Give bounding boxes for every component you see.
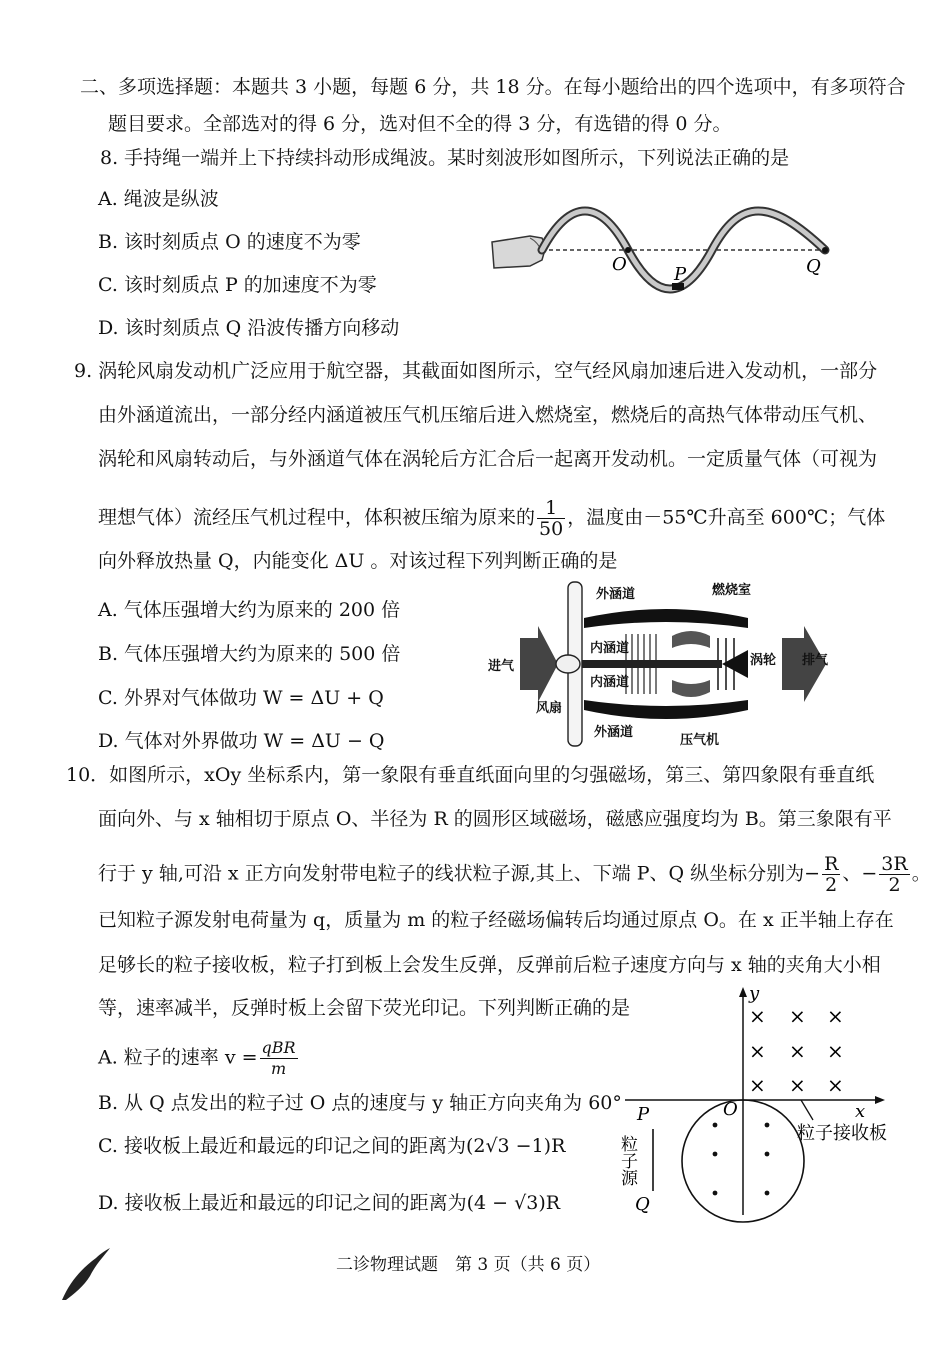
label-exhaust: 排气 xyxy=(802,653,829,668)
q10-stem-line5: 足够长的粒子接收板，粒子打到板上会发生反弹，反弹前后粒子速度方向与 x 轴的夹角大小相 xyxy=(98,954,881,976)
q10-stem-line3 xyxy=(98,854,931,895)
label-q: Q xyxy=(806,256,821,277)
label-p: P xyxy=(637,1104,650,1125)
engine-shaft xyxy=(582,660,722,668)
q10-option-a-text: A. 粒子的速率 v = xyxy=(98,1046,258,1069)
turbofan-engine-figure xyxy=(486,578,842,754)
dot-mark xyxy=(713,1152,718,1157)
label-y: y xyxy=(749,983,760,1004)
label-o: O xyxy=(612,254,627,275)
label-particle-source: 粒子源 xyxy=(617,1135,637,1186)
section-heading-line2: 题目要求。全部选对的得 6 分，选对但不全的得 3 分，有选错的得 0 分。 xyxy=(108,113,732,135)
label-origin: O xyxy=(723,1099,738,1120)
label-inner-duct-top: 内涵道 xyxy=(590,641,630,656)
fraction-denominator: 2 xyxy=(888,874,901,896)
point-q-marker xyxy=(822,247,828,253)
label-p: P xyxy=(674,264,687,285)
q10-stem3-start: 行于 y 轴,可沿 x 正方向发射带电粒子的线状粒子源,其上、下端 P、Q 纵坐标分别为− xyxy=(98,862,821,885)
fraction-numerator: 3R xyxy=(881,853,908,875)
q9-option-b: B. 气体压强增大约为原来的 500 倍 xyxy=(98,643,401,665)
cross-mark: × xyxy=(827,1039,844,1063)
label-turbine: 涡轮 xyxy=(750,653,777,668)
q9-stem4-start: 理想气体）流经压气机过程中，体积被压缩为原来的 xyxy=(98,506,536,529)
label-outer-duct-top: 外涵道 xyxy=(596,587,636,602)
label-inner-duct-bottom: 内涵道 xyxy=(590,675,630,690)
page-footer: 二诊物理试题 第 3 页（共 6 页） xyxy=(336,1255,601,1275)
q9-stem4-end: ，温度由－55℃升高至 600℃；气体 xyxy=(567,506,886,529)
q8-option-b: B. 该时刻质点 O 的速度不为零 xyxy=(98,231,361,253)
fraction-1-50 xyxy=(537,498,565,539)
fraction-denominator: m xyxy=(270,1059,287,1078)
fraction-numerator: R xyxy=(824,853,839,875)
q9-option-c: C. 外界对气体做功 W = ΔU + Q xyxy=(98,687,384,709)
q9-stem-line4 xyxy=(98,498,885,539)
plate-pointer xyxy=(801,1100,813,1120)
label-receiving-plate: 粒子接收板 xyxy=(797,1123,887,1144)
label-q: Q xyxy=(635,1194,650,1215)
q9-option-a: A. 气体压强增大约为原来的 200 倍 xyxy=(98,599,401,621)
lower-nacelle xyxy=(584,700,748,719)
corner-ink-mark xyxy=(56,1242,116,1302)
label-fan: 风扇 xyxy=(536,701,563,716)
label-combustor: 燃烧室 xyxy=(712,583,752,598)
label-compressor: 压气机 xyxy=(680,733,720,748)
q10-stem-line1: 10．如图所示，xOy 坐标系内，第一象限有垂直纸面向里的匀强磁场，第三、第四象限有垂直纸 xyxy=(66,764,875,786)
q9-stem-line3: 涡轮和风扇转动后，与外涵道气体在涡轮后方汇合后一起离开发动机。一定质量气体（可视为 xyxy=(98,448,878,470)
label-outer-duct-bottom: 外涵道 xyxy=(594,725,634,740)
dot-mark xyxy=(765,1191,770,1196)
q8-stem: 8. 手持绳一端并上下持续抖动形成绳波。某时刻波形如图所示，下列说法正确的是 xyxy=(100,147,790,169)
fraction-qbr-over-m xyxy=(260,1038,298,1079)
upper-combustor xyxy=(672,631,710,648)
q10-option-d: D. 接收板上最近和最远的印记之间的距离为(4 − √3)R xyxy=(98,1192,561,1214)
y-axis-arrow xyxy=(739,987,747,997)
fraction-r-over-2 xyxy=(822,854,840,895)
label-x: x xyxy=(855,1101,866,1122)
q9-stem-line5: 向外释放热量 Q，内能变化 ΔU 。对该过程下列判断正确的是 xyxy=(98,550,618,572)
dot-mark xyxy=(713,1123,718,1128)
point-o-marker xyxy=(625,247,631,253)
cross-mark: × xyxy=(749,1004,766,1028)
q10-stem3-end: 。 xyxy=(911,862,931,885)
fraction-numerator: qBR xyxy=(261,1038,296,1057)
x-axis-arrow xyxy=(875,1096,885,1104)
q10-stem-line4: 已知粒子源发射电荷量为 q，质量为 m 的粒子经磁场偏转后均通过原点 O。在 x 正半轴上存在 xyxy=(98,909,894,931)
hand-illustration xyxy=(492,236,546,268)
dot-mark xyxy=(713,1191,718,1196)
q10-option-b: B. 从 Q 点发出的粒子过 O 点的速度与 y 轴正方向夹角为 60° xyxy=(98,1092,622,1114)
intake-arrow xyxy=(520,626,558,702)
cross-mark: × xyxy=(789,1039,806,1063)
section-heading-line1: 二、多项选择题：本题共 3 小题，每题 6 分，共 18 分。在每小题给出的四个选项中，有多项符合 xyxy=(80,76,906,98)
fraction-denominator: 2 xyxy=(825,874,838,896)
dot-mark xyxy=(765,1152,770,1157)
q10-stem3-mid: 、− xyxy=(842,862,878,885)
fraction-denominator: 50 xyxy=(539,518,564,540)
cross-mark: × xyxy=(827,1073,844,1097)
cross-mark: × xyxy=(789,1004,806,1028)
q8-option-a: A. 绳波是纵波 xyxy=(98,188,219,210)
lower-combustor xyxy=(672,680,710,697)
cross-mark: × xyxy=(789,1073,806,1097)
rope-wave-figure xyxy=(490,198,840,298)
fraction-numerator: 1 xyxy=(537,498,565,519)
cross-mark: × xyxy=(827,1004,844,1028)
q9-option-d: D. 气体对外界做功 W = ΔU − Q xyxy=(98,730,385,752)
upper-nacelle xyxy=(584,609,748,628)
q10-option-c: C. 接收板上最近和最远的印记之间的距离为(2√3 −1)R xyxy=(98,1135,566,1157)
q8-option-c: C. 该时刻质点 P 的加速度不为零 xyxy=(98,274,377,296)
q10-option-a xyxy=(98,1038,300,1079)
cross-mark: × xyxy=(749,1073,766,1097)
dot-mark xyxy=(765,1123,770,1128)
q9-stem-line1: 9. 涡轮风扇发动机广泛应用于航空器，其截面如图所示，空气经风扇加速后进入发动机，一部分 xyxy=(74,360,878,382)
field-into-page xyxy=(749,1004,844,1097)
label-intake: 进气 xyxy=(488,659,515,674)
field-out-of-page xyxy=(713,1123,770,1196)
q9-stem-line2: 由外涵道流出，一部分经内涵道被压气机压缩后进入燃烧室，燃烧后的高热气体带动压气机、 xyxy=(98,404,878,426)
fraction-3r-over-2 xyxy=(879,854,909,895)
q10-stem-line6: 等，速率减半，反弹时板上会留下荧光印记。下列判断正确的是 xyxy=(98,997,631,1019)
q10-stem-line2: 面向外、与 x 轴相切于原点 O、半径为 R 的圆形区域磁场，磁感应强度均为 B。第三象限有平 xyxy=(98,808,892,830)
fan-spinner xyxy=(556,655,580,673)
magnetic-field-figure xyxy=(605,985,905,1225)
q8-option-d: D. 该时刻质点 Q 沿波传播方向移动 xyxy=(98,317,400,339)
cross-mark: × xyxy=(749,1039,766,1063)
